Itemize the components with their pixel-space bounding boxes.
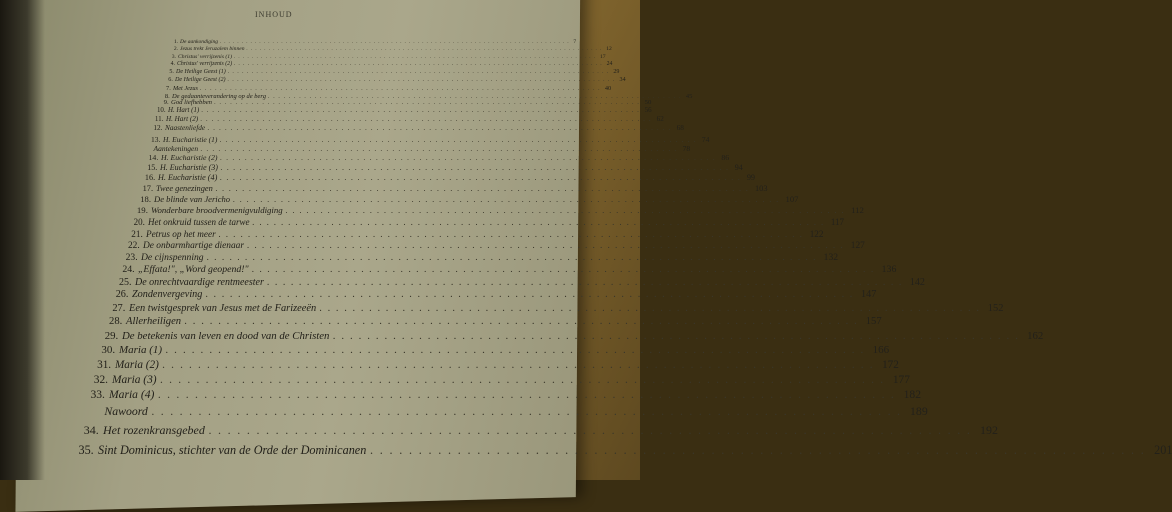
toc-entry-page: 40 — [604, 84, 612, 92]
toc-leader-dots: ................................................................................ — [219, 134, 700, 144]
toc-entry-number: 17. — [142, 183, 154, 193]
toc-entry-number: 32. — [93, 373, 108, 386]
toc-entry-page: 192 — [980, 423, 999, 437]
toc-entry-title: God liefhebben — [170, 99, 213, 107]
toc-entry — [84, 344, 890, 356]
toc-entry — [148, 61, 613, 68]
toc-entry-title: Christus' verrijzenis (2) — [176, 61, 233, 68]
toc-entry-title: Maria (2) — [114, 358, 159, 371]
toc-entry-number: 30. — [101, 344, 116, 356]
toc-entry-title: Jezus trekt Jeruzalem binnen — [179, 46, 245, 53]
toc-entry-title: Petrus op het meer — [145, 228, 216, 239]
toc-entry-page: 34 — [619, 76, 626, 83]
toc-entry-number: 20. — [133, 217, 145, 227]
toc-leader-dots: ................................................................................ — [200, 143, 681, 153]
toc-entry-page: 112 — [851, 205, 864, 216]
toc-entry — [132, 134, 710, 144]
toc-entry-title: Een twistgesprek van Jesus met de Farizeeën — [128, 302, 317, 314]
toc-entry-title: De betekenis van leven en dood van de Christen — [121, 330, 330, 343]
toc-entry-title: De blinde van Jericho — [153, 194, 231, 205]
toc-entry-number: 13. — [151, 134, 161, 144]
toc-entry-title: De onrechtvaardige rentmeester — [135, 277, 264, 288]
toc-leader-dots: ................................................................................ — [200, 114, 655, 123]
toc-entry-title: H. Hart (2) — [165, 114, 199, 123]
toc-entry-number: 16. — [144, 172, 156, 182]
toc-entry — [108, 252, 839, 264]
toc-leader-dots: ................................................................................ — [233, 61, 605, 68]
toc-leader-dots: ................................................................................ — [332, 330, 1024, 343]
toc-leader-dots: ................................................................................ — [233, 54, 599, 61]
toc-entry — [140, 99, 652, 107]
toc-entry-title: Zondenvergeving — [131, 288, 203, 300]
toc-entry-number: 4. — [170, 61, 175, 68]
toc-entry — [128, 163, 743, 172]
toc-entry — [151, 46, 612, 53]
toc-entry-page: 201 — [1154, 442, 1172, 457]
toc-entry-title: De onbarmhartige dienaar — [142, 240, 245, 251]
toc-entry-title: De Heilige Geest (1) — [175, 69, 226, 75]
toc-entry-page: 86 — [721, 153, 730, 163]
toc-entry-page: 7 — [573, 38, 577, 45]
toc-entry-title: Wonderbare broodvermenigvuldiging — [150, 205, 283, 216]
toc-leader-dots: ................................................................................ — [215, 183, 753, 193]
toc-entry-title: H. Eucharistie (2) — [160, 153, 218, 163]
toc-leader-dots: ................................................................................ — [208, 423, 977, 437]
toc-leader-dots: ................................................................................ — [227, 69, 612, 75]
toc-entry — [136, 114, 664, 123]
toc-entry-title: H. Eucharistie (1) — [163, 134, 218, 144]
toc-entry-page: 189 — [910, 404, 928, 419]
toc-leader-dots: ................................................................................ — [227, 76, 618, 83]
toc-entry — [113, 228, 824, 239]
toc-entry-number: 29. — [104, 330, 119, 343]
toc-leader-dots: ................................................................................ — [369, 442, 1151, 457]
toc-leader-dots: ................................................................................ — [160, 373, 890, 386]
toc-entry — [145, 76, 626, 83]
toc-leader-dots: ................................................................................ — [220, 163, 733, 172]
toc-entry-number: 21. — [131, 228, 143, 239]
toc-entry — [138, 143, 691, 153]
toc-entry-title: Maria (3) — [111, 373, 157, 386]
toc-entry-number: 24. — [122, 264, 135, 276]
toc-entry — [92, 316, 882, 328]
toc-entry-number: 34. — [83, 423, 99, 437]
toc-entry-number: 8. — [164, 92, 170, 100]
toc-entry-page: 94 — [734, 163, 743, 172]
toc-entry — [81, 404, 928, 419]
toc-entry-page: 107 — [785, 194, 799, 205]
toc-entry-page: 152 — [987, 302, 1004, 314]
toc-entry-number: 28. — [109, 316, 123, 328]
toc-entry-title: Maria (4) — [108, 388, 155, 402]
toc-entry — [119, 205, 864, 216]
toc-leader-dots: ................................................................................ — [285, 205, 849, 216]
toc-entry-page: 50 — [644, 99, 652, 107]
toc-entry-title: Christus' verrijzenis (1) — [177, 54, 232, 61]
toc-leader-dots: ................................................................................ — [246, 240, 848, 251]
toc-entry-page: 182 — [903, 388, 921, 402]
toc-entry — [130, 153, 730, 163]
toc-entry-page: 17 — [599, 54, 606, 61]
toc-entry-page: 45 — [685, 92, 693, 100]
toc-leader-dots: ................................................................................ — [267, 92, 684, 100]
toc-entry — [101, 277, 925, 288]
toc-leader-dots: ................................................................................ — [157, 388, 901, 402]
toc-entry-page: 122 — [809, 228, 824, 239]
toc-entry — [138, 107, 652, 115]
toc-entry-title: De Heilige Geest (2) — [174, 76, 226, 83]
toc-entry-page: 117 — [830, 217, 845, 227]
toc-entry-page: 172 — [882, 358, 899, 371]
toc-leader-dots: ................................................................................ — [214, 99, 643, 107]
toc-entry-page: 147 — [861, 288, 877, 300]
toc-entry — [77, 373, 910, 386]
toc-entry — [151, 38, 577, 45]
toc-entry-page: 74 — [701, 134, 710, 144]
toc-entry-number: 12. — [153, 122, 163, 132]
toc-leader-dots: ................................................................................ — [201, 107, 643, 115]
toc-entry-number: 22. — [127, 240, 140, 251]
toc-leader-dots: ................................................................................ — [205, 288, 858, 300]
toc-entry-page: 177 — [892, 373, 910, 386]
toc-entry-number: 26. — [115, 288, 129, 300]
toc-entry — [99, 288, 877, 300]
toc-entry — [88, 330, 1044, 343]
toc-leader-dots: ................................................................................ — [165, 344, 870, 356]
toc-entry-number: 25. — [119, 277, 132, 288]
toc-entry-title: Het rozenkransgebed — [102, 423, 205, 437]
toc-entry-page: 29 — [613, 69, 620, 75]
toc-entry-page: 24 — [606, 61, 613, 68]
toc-entry-page: 162 — [1027, 330, 1044, 343]
toc-entry-page: 68 — [676, 122, 684, 132]
toc-entry-number: 5. — [169, 69, 174, 75]
toc-entry — [143, 84, 612, 92]
toc-entry-title: H. Eucharistie (4) — [157, 172, 218, 182]
toc-entry — [104, 264, 897, 276]
toc-leader-dots: ................................................................................ — [232, 194, 783, 205]
toc-entry-number: 15. — [147, 163, 158, 172]
toc-leader-dots: ................................................................................ — [207, 122, 675, 132]
page-header: INHOUD — [255, 10, 293, 19]
toc-entry — [73, 388, 921, 402]
toc-entry-page: 132 — [823, 252, 839, 264]
toc-entry-page: 127 — [850, 240, 865, 251]
toc-leader-dots: ................................................................................ — [219, 153, 719, 163]
toc-entry-number: 7. — [166, 84, 171, 92]
toc-leader-dots: ................................................................................ — [251, 264, 879, 276]
toc-leader-dots: ................................................................................ — [219, 172, 745, 182]
toc-leader-dots: ................................................................................ — [218, 228, 807, 239]
toc-entry-number: 14. — [148, 153, 159, 163]
toc-entry — [134, 122, 684, 132]
toc-leader-dots: ................................................................................ — [219, 38, 572, 45]
toc-leader-dots: ................................................................................ — [184, 316, 863, 328]
toc-entry-page: 56 — [644, 107, 652, 115]
toc-entry-page: 142 — [909, 277, 925, 288]
toc-entry-title: Naastenliefde — [164, 122, 206, 132]
toc-entry-title: H. Eucharistie (3) — [159, 163, 218, 172]
toc-entry — [116, 217, 845, 227]
toc-entry-title: „Effata!", „Word geopend!" — [137, 264, 249, 276]
toc-entry-number: 9. — [163, 99, 169, 107]
toc-entry-page: 12 — [606, 46, 612, 53]
toc-entry-page: 136 — [881, 264, 897, 276]
toc-entry-page: 157 — [865, 316, 882, 328]
toc-entry — [149, 54, 606, 61]
toc-entry-number: 6. — [168, 76, 173, 83]
toc-entry-title: Maria (1) — [118, 344, 163, 356]
toc-entry-number: 23. — [125, 252, 138, 264]
toc-entry — [61, 442, 1172, 458]
toc-leader-dots: ................................................................................ — [319, 302, 985, 314]
toc-entry-page: 62 — [656, 114, 664, 123]
toc-entry — [110, 240, 865, 251]
toc-entry — [67, 423, 999, 438]
toc-entry-title: Het onkruid tussen de tarwe — [147, 217, 250, 227]
toc-entry-number: 27. — [112, 302, 126, 314]
toc-entry — [121, 194, 799, 205]
toc-entry-number: 31. — [97, 358, 112, 371]
toc-entry — [80, 358, 899, 371]
toc-entry-number: 2. — [173, 46, 179, 53]
toc-entry — [124, 183, 768, 193]
toc-entry-page: 78 — [682, 143, 691, 153]
toc-leader-dots: ................................................................................ — [151, 404, 907, 419]
toc-entry-title: De gedaanteverandering op de berg — [171, 92, 266, 100]
toc-entry-number: 3. — [171, 54, 176, 61]
toc-entry-title: De aankondiging — [179, 38, 219, 45]
toc-entry-title: Nawoord — [104, 404, 148, 419]
toc-entry-number: 18. — [140, 194, 151, 205]
toc-leader-dots: ................................................................................ — [162, 358, 879, 371]
toc-entry-number: 10. — [156, 107, 166, 115]
toc-leader-dots: ................................................................................ — [266, 277, 907, 288]
toc-entry-number: 1. — [173, 38, 179, 45]
toc-leader-dots: ................................................................................ — [206, 252, 821, 264]
toc-entry-title: Met Jezus — [172, 84, 198, 92]
toc-entry-title: Aantekeningen — [153, 143, 199, 153]
toc-entry-number: 33. — [90, 388, 105, 402]
toc-leader-dots: ................................................................................ — [246, 46, 605, 53]
toc-entry — [95, 302, 1004, 314]
toc-entry-number: 35. — [78, 442, 94, 457]
toc-entry-number: 11. — [154, 114, 164, 123]
toc-entry-title: De cijnspenning — [140, 252, 204, 264]
toc-entry-title: Twee genezingen — [155, 183, 213, 193]
toc-entry-number: 19. — [136, 205, 148, 216]
toc-leader-dots: ................................................................................ — [252, 217, 829, 227]
toc-entry — [146, 69, 620, 75]
toc-entry-title: Sint Dominicus, stichter van de Orde der Dominicanen — [97, 442, 367, 457]
toc-entry-page: 99 — [746, 172, 755, 182]
toc-entry — [126, 172, 755, 182]
toc-entry-title: Allerheiligen — [125, 316, 182, 328]
toc-entry-title: H. Hart (1) — [167, 107, 200, 115]
toc-leader-dots: ................................................................................ — [199, 84, 604, 92]
toc-entry-page: 103 — [754, 183, 768, 193]
toc-entry-page: 166 — [872, 344, 890, 356]
